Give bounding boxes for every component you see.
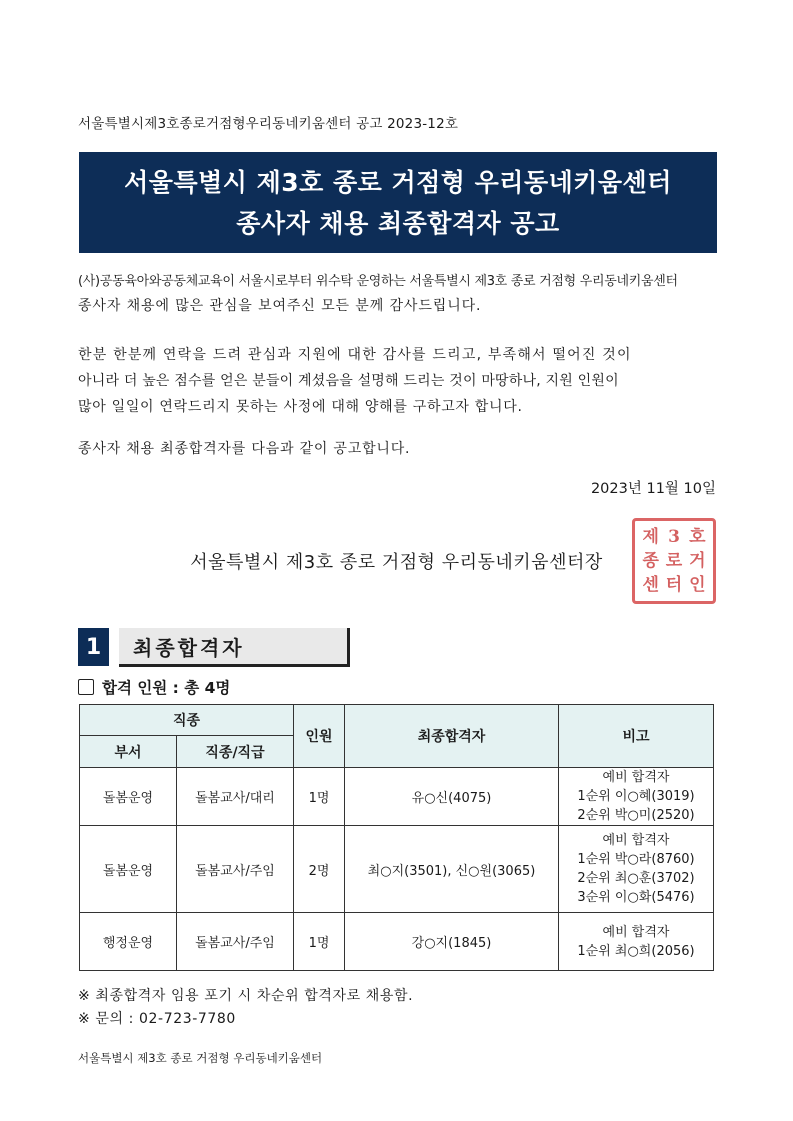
- announce-line: 종사자 채용 최종합격자를 다음과 같이 공고합니다.: [78, 441, 411, 457]
- section-number: 1: [78, 628, 109, 666]
- seal-char: 인: [689, 575, 706, 595]
- header-finalists: 최종합격자: [345, 705, 559, 768]
- seal-char: 센: [642, 575, 659, 595]
- cell-finalists: 유○신(4075): [345, 768, 559, 826]
- note-line: 예비 합격자: [602, 924, 670, 940]
- page-footer: 서울특별시 제3호 종로 거점형 우리동네키움센터: [78, 1051, 323, 1065]
- apology-line-3: 많아 일일이 연락드리지 못하는 사정에 대해 양해를 구하고자 합니다.: [78, 399, 523, 415]
- note-line: 예비 합격자: [602, 833, 670, 848]
- table-row: [80, 913, 714, 971]
- cell-finalists: 최○지(3501), 신○원(3065): [345, 826, 559, 913]
- cell-finalists: 강○지(1845): [345, 913, 559, 971]
- header-dept: 부서: [80, 736, 177, 768]
- table-row: [80, 768, 714, 826]
- cell-dept: 돌봄운영: [80, 768, 177, 826]
- header-count: 인원: [294, 705, 345, 768]
- header-job: 직종: [80, 705, 294, 736]
- cell-note: [559, 768, 714, 826]
- seal-char: 제: [642, 527, 659, 547]
- footnote-contact: ※ 문의 : 02-723-7780: [78, 1011, 236, 1027]
- apology-line-2: 아니라 더 높은 점수를 얻은 분들이 계셨음을 설명해 드리는 것이 마땅하나, 지원 인원이: [78, 373, 619, 389]
- checkbox-icon: [78, 679, 94, 695]
- title-line-2: 종사자 채용 최종합격자 공고: [236, 208, 560, 238]
- cell-count: 1명: [294, 913, 345, 971]
- cell-dept: 돌봄운영: [80, 826, 177, 913]
- seal-char: 로: [665, 551, 683, 571]
- title-banner: [79, 152, 717, 253]
- title-line-1: 서울특별시 제3호 종로 거점형 우리동네키움센터: [124, 167, 672, 197]
- note-line: 1순위 박○라(8760): [577, 852, 695, 867]
- cell-count: 2명: [294, 826, 345, 913]
- intro-line-2: 종사자 채용에 많은 관심을 보여주신 모든 분께 감사드립니다.: [78, 298, 482, 314]
- cell-position: 돌봄교사/대리: [177, 768, 294, 826]
- seal-char: 거: [689, 551, 706, 571]
- finalist-table: [79, 704, 714, 971]
- cell-position: 돌봄교사/주임: [177, 913, 294, 971]
- notice-number: 서울특별시제3호종로거점형우리동네키움센터 공고 2023-12호: [78, 116, 459, 132]
- note-line: 1순위 이○혜(3019): [577, 789, 695, 804]
- finalist-count-text: 합격 인원 : 총 4명: [102, 679, 231, 697]
- seal-char: 종: [642, 551, 659, 571]
- cell-count: 1명: [294, 768, 345, 826]
- note-line: 예비 합격자: [602, 770, 670, 785]
- header-note: 비고: [559, 705, 714, 768]
- cell-position: 돌봄교사/주임: [177, 826, 294, 913]
- section-title-box: [119, 628, 350, 667]
- apology-line-1: 한분 한분께 연락을 드려 관심과 지원에 대한 감사를 드리고, 부족해서 떨어진 것이: [78, 347, 632, 363]
- section-title: 최종합격자: [133, 636, 245, 660]
- cell-note: [559, 826, 714, 913]
- intro-line-1: (사)공동육아와공동체교육이 서울시로부터 위수탁 운영하는 서울특별시 제3호 종로 거점형 우리동네키움센터: [78, 274, 678, 289]
- note-line: 1순위 최○희(2056): [577, 943, 695, 959]
- note-line: 2순위 최○훈(3702): [577, 871, 695, 886]
- footnote-reemployment: ※ 최종합격자 임용 포기 시 차순위 합격자로 채용함.: [78, 988, 414, 1004]
- cell-note: [559, 913, 714, 971]
- intro-paragraph: [78, 270, 718, 318]
- seal-char: 3: [668, 527, 680, 547]
- header-position: 직종/직급: [177, 736, 294, 768]
- organization-signature: 서울특별시 제3호 종로 거점형 우리동네키움센터장: [190, 552, 603, 573]
- cell-dept: 행정운영: [80, 913, 177, 971]
- seal-char: 터: [665, 575, 683, 595]
- notice-date: 2023년 11월 10일: [590, 481, 716, 497]
- finalist-count: [78, 676, 230, 698]
- note-line: 3순위 이○화(5476): [577, 890, 695, 905]
- seal-char: 호: [689, 527, 706, 547]
- note-line: 2순위 박○미(2520): [577, 808, 695, 823]
- table-row: [80, 826, 714, 913]
- apology-paragraph: [78, 342, 718, 420]
